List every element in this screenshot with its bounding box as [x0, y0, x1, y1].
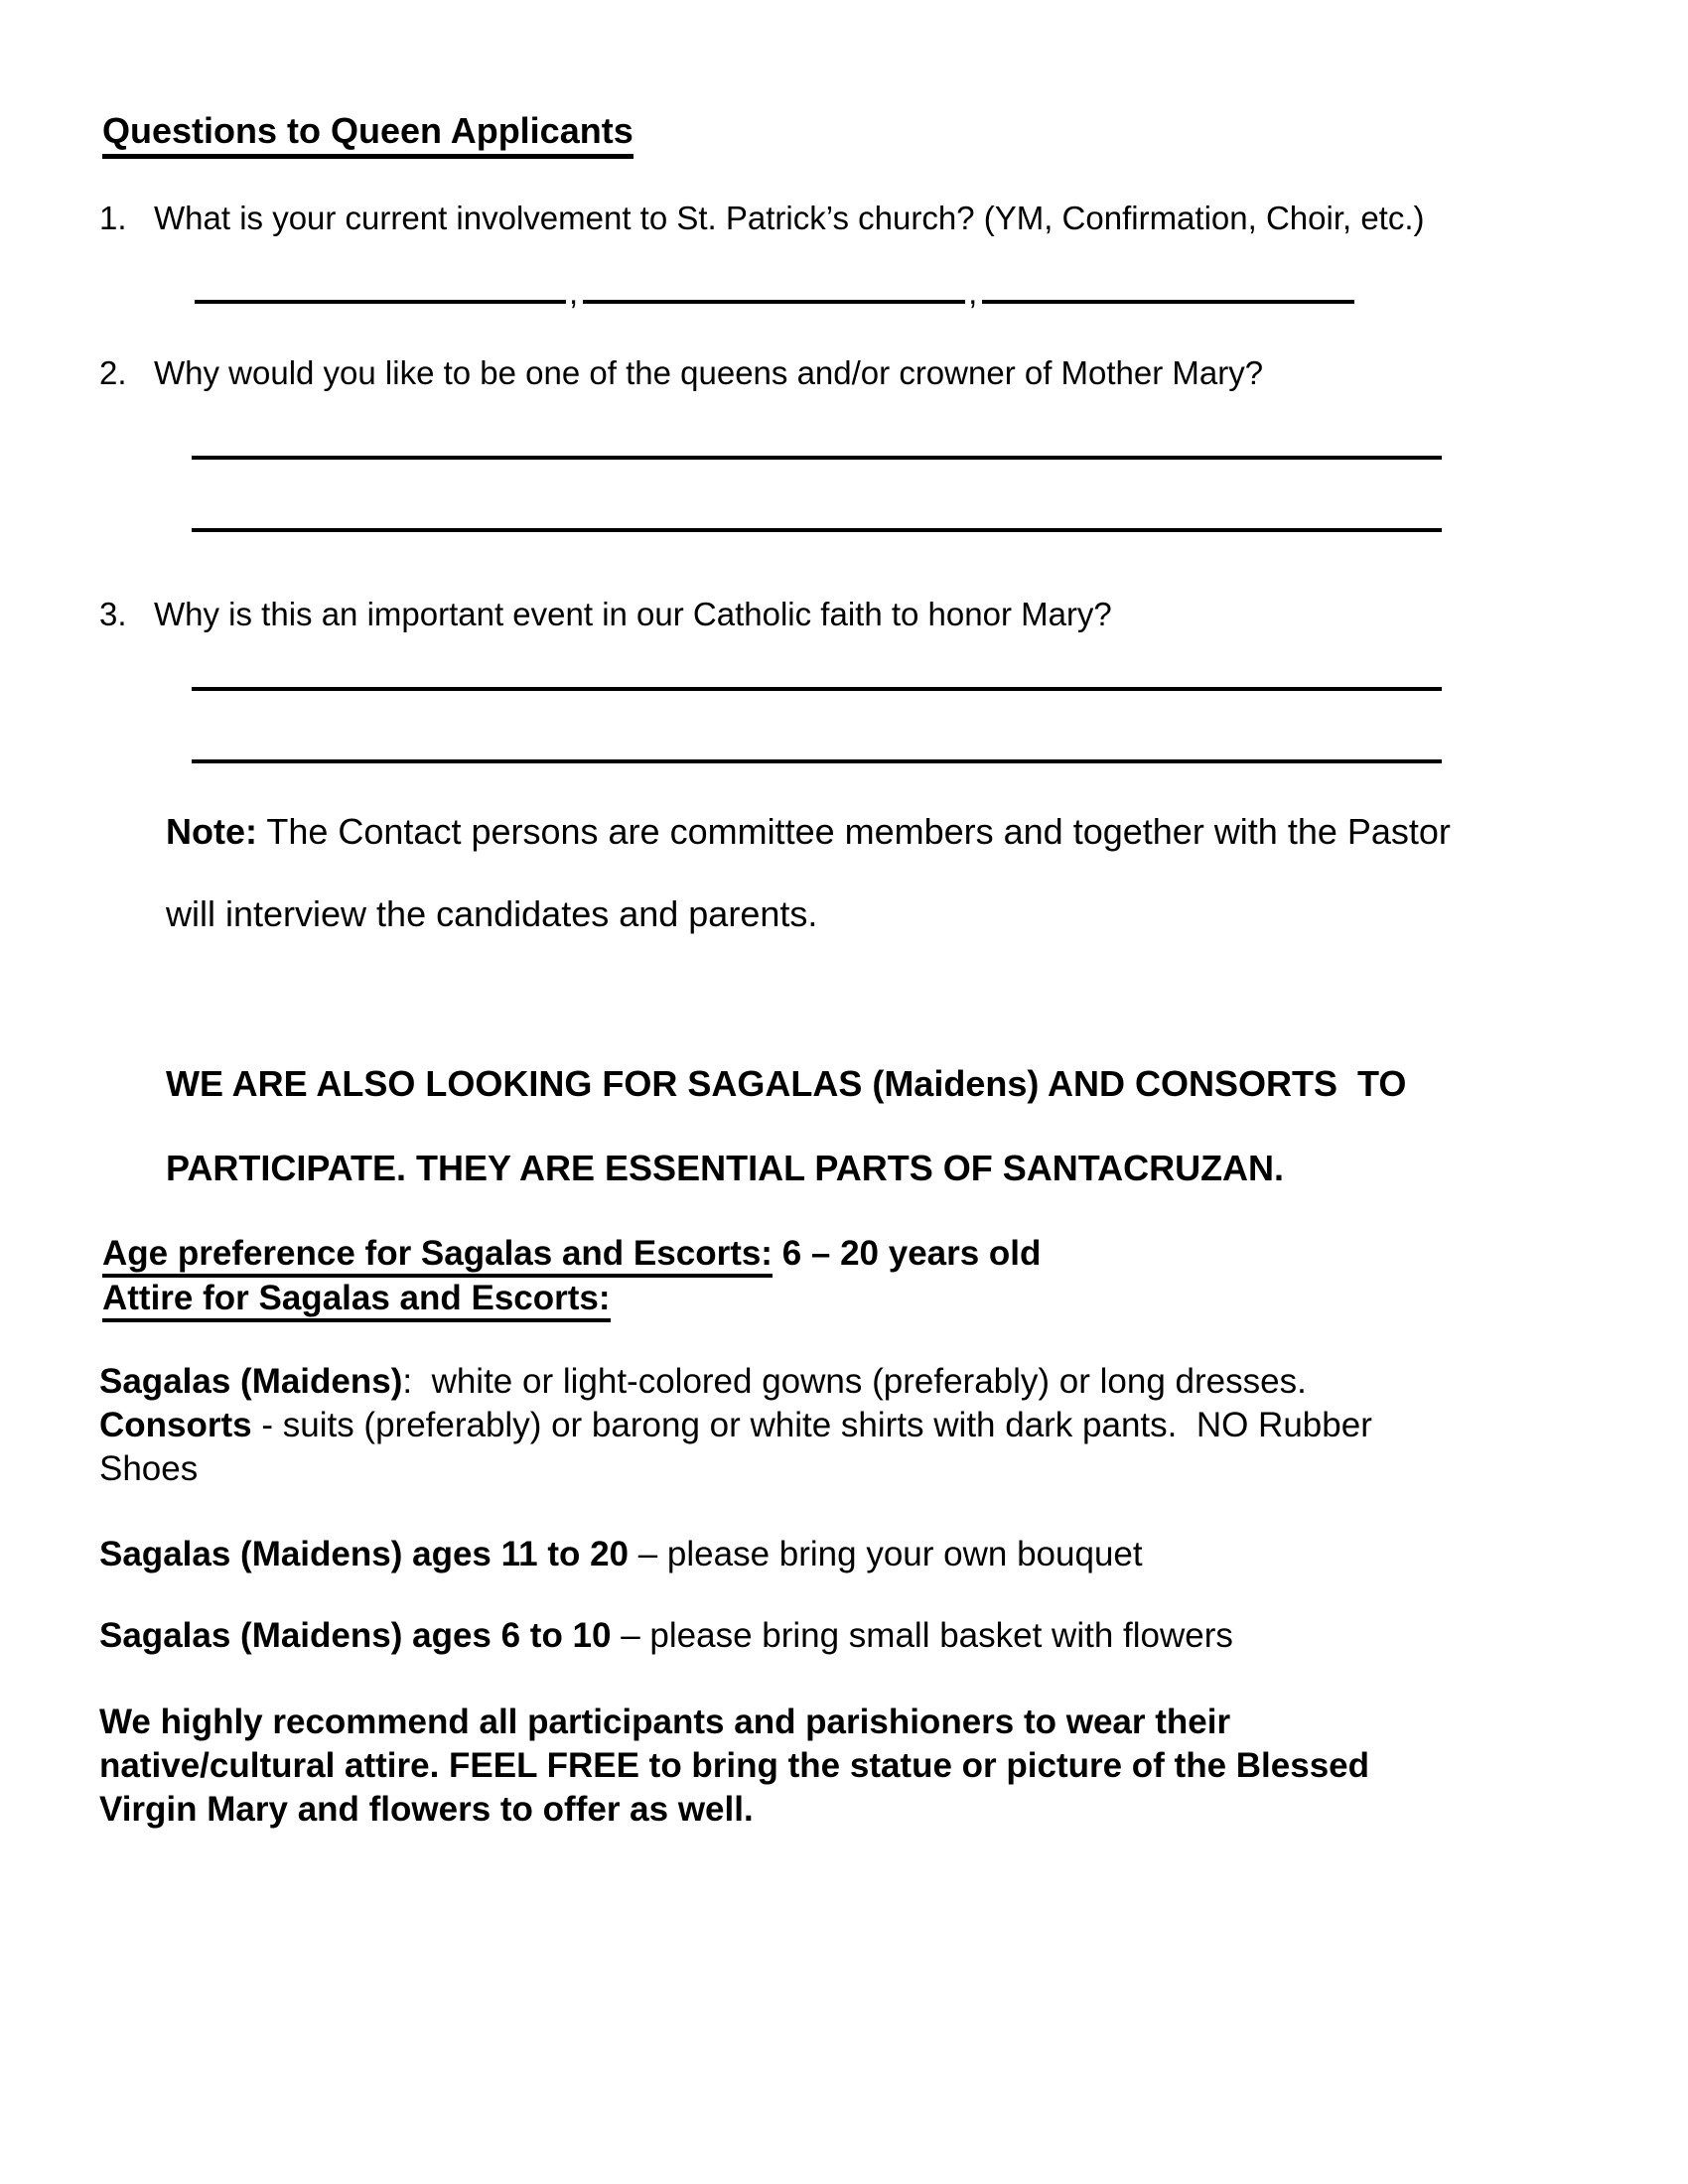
question-text: What is your current involvement to St. Patrick’s church? (YM, Confirmation, Choir, etc.): [154, 200, 1425, 236]
question-number: 3.: [99, 596, 127, 632]
heading-attire: [102, 1276, 1589, 1320]
question-text: Why would you like to be one of the queens and/or crowner of Mother Mary?: [154, 354, 1264, 391]
answer-line: [192, 460, 1442, 532]
answer-blank-comma: ,: [569, 274, 579, 311]
question-number: 2.: [99, 354, 127, 391]
question-text: Why is this an important event in our Catholic faith to honor Mary?: [154, 596, 1112, 632]
note-text: will interview the candidates and parents.: [166, 893, 818, 934]
callout-paragraph: [166, 1060, 1589, 1191]
heading-age-preference-value: 6 – 20 years old: [772, 1234, 1042, 1273]
note-line: [166, 890, 1589, 937]
question-item-3: [99, 595, 1589, 634]
heading-age-preference: [102, 1231, 1589, 1276]
age-group-term: Sagalas (Maidens) ages 6 to 10: [99, 1616, 612, 1655]
recommendation-paragraph: [99, 1701, 1589, 1832]
note-line: [166, 808, 1589, 855]
answer-line: [192, 691, 1442, 763]
answer-blank: [583, 264, 965, 304]
answer-blanks-row: [195, 264, 1589, 311]
recommendation-line: native/cultural attire. FEEL FREE to bring the statue or picture of the Blessed: [99, 1746, 1370, 1785]
age-group-line-11-20: [99, 1533, 1589, 1576]
note-label: Note:: [166, 811, 257, 852]
note-paragraph: [166, 808, 1589, 937]
heading-age-preference-underlined: Age preference for Sagalas and Escorts:: [102, 1234, 773, 1278]
attire-line-shoes: [99, 1447, 1589, 1491]
callout-line: PARTICIPATE. THEY ARE ESSENTIAL PARTS OF SANTACRUZAN.: [166, 1148, 1285, 1188]
age-group-instruction: – please bring your own bouquet: [629, 1535, 1143, 1573]
answer-blank: [982, 264, 1354, 304]
recommendation-line: Virgin Mary and flowers to offer as well.: [99, 1790, 754, 1829]
answer-line: [192, 393, 1442, 460]
question-item-1: [99, 199, 1589, 238]
answer-blank-comma: ,: [968, 274, 978, 311]
age-group-instruction: – please bring small basket with flowers: [611, 1616, 1233, 1655]
attire-description: Shoes: [99, 1449, 199, 1488]
attire-term: Consorts: [99, 1406, 252, 1444]
answer-line: [192, 634, 1442, 691]
answer-blank: [195, 264, 566, 304]
attire-paragraph: [99, 1360, 1589, 1491]
attire-line-consorts: [99, 1404, 1589, 1447]
page-title: Questions to Queen Applicants: [102, 111, 633, 159]
attire-term: Sagalas (Maidens): [99, 1362, 403, 1401]
question-item-2: [99, 353, 1589, 393]
question-number: 1.: [99, 200, 127, 236]
attire-line-sagalas: [99, 1360, 1589, 1404]
headings-block: [102, 1231, 1589, 1320]
attire-description: : white or light-colored gowns (preferably) or long dresses.: [402, 1362, 1307, 1401]
heading-attire-underlined: Attire for Sagalas and Escorts:: [102, 1279, 611, 1322]
age-group-term: Sagalas (Maidens) ages 11 to 20: [99, 1535, 630, 1573]
recommendation-line: We highly recommend all participants and parishioners to wear their: [99, 1703, 1231, 1741]
callout-line: WE ARE ALSO LOOKING FOR SAGALAS (Maidens) AND CONSORTS TO: [166, 1063, 1407, 1104]
age-group-line-6-10: [99, 1614, 1589, 1658]
attire-description: - suits (preferably) or barong or white shirts with dark pants. NO Rubber: [251, 1406, 1372, 1444]
title-row: [102, 111, 1589, 159]
note-text: The Contact persons are committee members and together with the Pastor: [257, 811, 1451, 852]
